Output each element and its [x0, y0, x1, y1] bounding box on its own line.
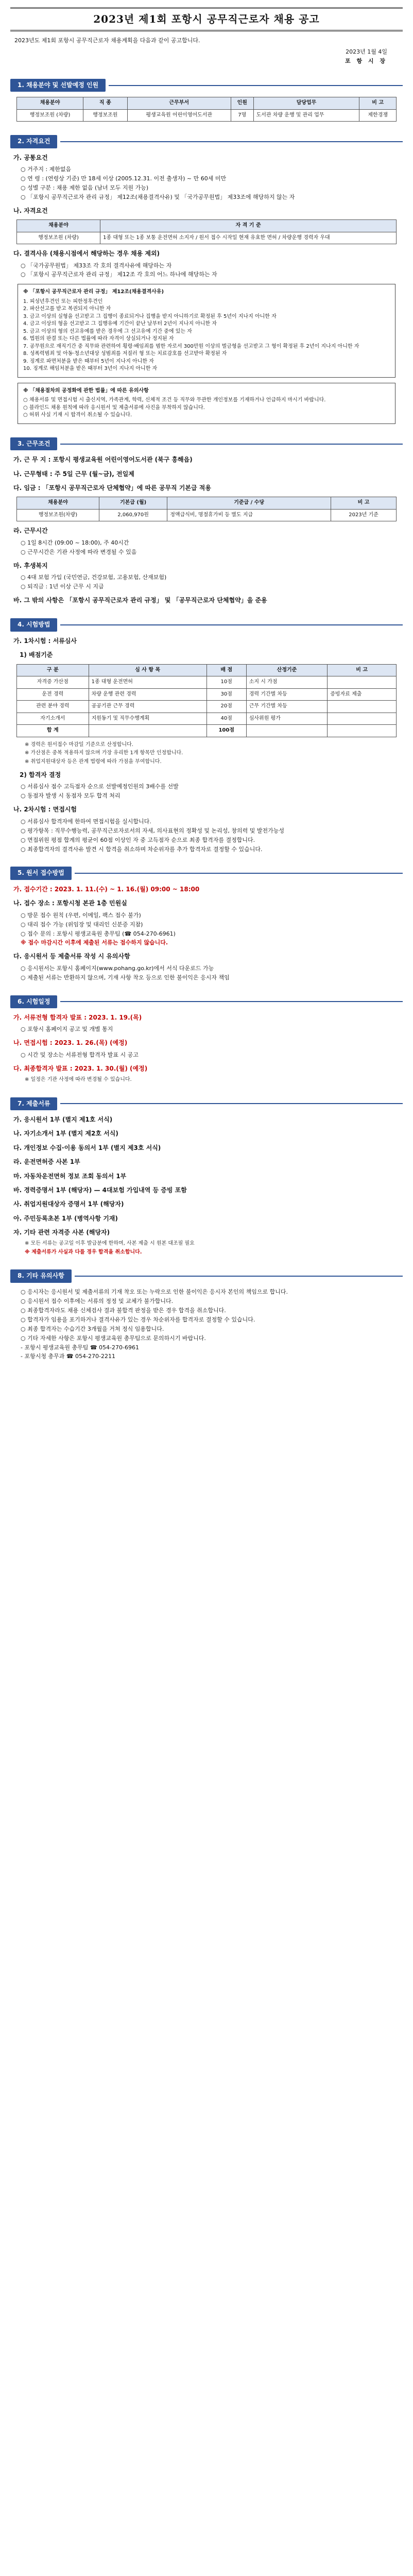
contact-item: - 포항시 평생교육원 총무팀 ☎ 054-270-6961 — [21, 1344, 139, 1351]
table-cell: 합 계 — [17, 725, 89, 737]
table-row — [17, 232, 397, 244]
section-divider — [60, 141, 403, 142]
note: ※ 제출서류가 사실과 다를 경우 합격을 취소합니다. — [25, 1249, 142, 1255]
list-item: 5. 금고 이상의 형의 선고유예를 받은 경우에 그 선고유예 기간 중에 있는 자 — [23, 328, 192, 334]
table-cell: 행정보조원 (차량) — [17, 109, 83, 122]
table-cell: 공공기관 근무 경력 — [89, 701, 206, 713]
table-cell: 정액급식비, 명절휴가비 등 별도 지급 — [167, 509, 331, 521]
table-row — [17, 713, 397, 725]
list-item: 바. 경력증명서 1부 (해당자) — 4대보험 가입내역 등 증빙 포함 — [13, 1186, 187, 1194]
table-header: 채용분야 — [17, 497, 99, 510]
table-header: 심 사 항 목 — [89, 664, 206, 676]
table-header: 채용분야 — [17, 97, 83, 110]
table-header: 자 격 기 준 — [100, 220, 397, 232]
table-cell: 관련 분야 경력 — [17, 701, 89, 713]
subheading: 가. 서류전형 합격자 발표 : 2023. 1. 19.(목) — [13, 1014, 142, 1022]
list-item: 4. 금고 이상의 형을 선고받고 그 집행유예 기간이 끝난 날부터 2년이 지나지 아니한 자 — [23, 321, 217, 327]
section-5-title: 5. 원서 접수방법 — [10, 867, 72, 879]
list-item: 3. 금고 이상의 실형을 선고받고 그 집행이 종료되거나 집행을 받지 아니하기로 확정된 후 5년이 지나지 아니한 자 — [23, 313, 277, 319]
subheading: 가. 접수기간 : 2023. 1. 11.(수) ~ 1. 16.(월) 09:00 ~ 18:00 — [13, 885, 200, 893]
paragraph: ○ 대리 접수 가능 (위임장 및 대리인 신분증 지참) — [21, 921, 143, 928]
table-cell: 2023년 기준 — [331, 509, 397, 521]
paragraph: ○ 응시원서는 포항시 홈페이지(www.pohang.go.kr)에서 서식 다운로드 가능 — [21, 964, 214, 972]
qualification-table — [16, 219, 397, 244]
table-cell — [328, 701, 397, 713]
section-3-title: 3. 근무조건 — [10, 437, 57, 450]
section-divider — [75, 1276, 403, 1277]
list-item: 아. 주민등록초본 1부 (병역사항 기재) — [13, 1214, 118, 1222]
box-title: ※ 「포항시 공무직근로자 관리 규정」 제12조(채용결격사유) — [23, 289, 164, 295]
scoring-table — [16, 664, 397, 737]
list-item: 나. 자기소개서 1부 (별지 제2호 서식) — [13, 1130, 118, 1138]
subheading: 다. 임금 : 「포항시 공무직근로자 단체협약」에 따른 공무직 기본급 적용 — [13, 484, 211, 492]
table-cell: 자격증 가산점 — [17, 676, 89, 689]
paragraph: ○ 1일 8시간 (09:00 ~ 18:00), 주 40시간 — [21, 539, 129, 546]
table-header-row — [17, 220, 397, 232]
table-cell: 100점 — [206, 725, 246, 737]
list-item: 8. 성폭력범죄 및 아동·청소년대상 성범죄를 저질러 형 또는 치료감호를 선고받아 확정된 자 — [23, 351, 227, 357]
section-divider — [109, 85, 403, 86]
list-item: 9. 징계로 파면처분을 받은 때부터 5년이 지나지 아니한 자 — [23, 358, 154, 364]
table-total-row — [17, 725, 397, 737]
paragraph: ○ 서류심사 합격자에 한하여 면접시험을 실시합니다. — [21, 818, 151, 825]
table-header-row — [17, 664, 397, 676]
contact-item: - 포항시청 총무과 ☎ 054-270-2211 — [21, 1353, 115, 1360]
subheading: 나. 접수 장소 : 포항시청 본관 1층 민원실 — [13, 900, 127, 907]
table-cell: 경력 기간별 차등 — [246, 688, 328, 701]
list-item: 가. 응시원서 1부 (별지 제1호 서식) — [13, 1115, 113, 1123]
list-item: 자. 기타 관련 자격증 사본 (해당자) — [13, 1229, 110, 1236]
table-cell: 40점 — [206, 713, 246, 725]
table-cell: 증빙자료 제출 — [328, 688, 397, 701]
table-cell: 20점 — [206, 701, 246, 713]
note: ※ 경력은 원서접수 마감일 기준으로 산정합니다. — [25, 741, 133, 748]
table-cell: 행정보조원 — [83, 109, 127, 122]
table-cell — [89, 725, 206, 737]
table-cell: 행정보조원(차량) — [17, 509, 99, 521]
subheading: 나. 자격요건 — [13, 207, 48, 214]
table-cell: 7명 — [231, 109, 253, 122]
section-5-header — [10, 867, 403, 879]
subheading: 2) 합격자 결정 — [20, 771, 61, 779]
subheading: 다. 응시원서 등 제출서류 작성 시 유의사항 — [13, 953, 130, 960]
paragraph: ○ 근무시간은 기관 사정에 따라 변경될 수 있음 — [21, 548, 137, 555]
paragraph: ○ 퇴직금 : 1년 이상 근무 시 지급 — [21, 583, 104, 590]
list-item: ○ 응시원서 접수 이후에는 서류의 정정 및 교체가 불가합니다. — [21, 1297, 174, 1304]
recruitment-table — [16, 97, 397, 122]
disqualification-box — [18, 284, 395, 378]
table-header: 기준급 / 수당 — [167, 497, 331, 510]
section-8-title: 8. 기타 유의사항 — [10, 1269, 72, 1282]
subheading: 가. 공통요건 — [13, 154, 48, 161]
paragraph: ○ 면접위원 평점 합계의 평균이 60점 이상인 자 중 고득점자 순으로 최종 합격자를 결정합니다. — [21, 836, 255, 843]
subheading: 다. 최종합격자 발표 : 2023. 1. 30.(월) (예정) — [13, 1064, 148, 1072]
list-item: 사. 취업지원대상자 증명서 1부 (해당자) — [13, 1200, 124, 1208]
list-item: 라. 운전면허증 사본 1부 — [13, 1158, 80, 1166]
paragraph: ○ 「국가공무원법」 제33조 각 호의 결격사유에 해당하는 자 — [21, 262, 172, 269]
section-6-header — [10, 995, 403, 1008]
note: ※ 일정은 기관 사정에 따라 변경될 수 있습니다. — [25, 1077, 132, 1083]
table-cell: 차량 운행 관련 경력 — [89, 688, 206, 701]
table-header: 채용분야 — [17, 220, 100, 232]
paragraph: ○ 서류심사 점수 고득점자 순으로 선발예정인원의 3배수를 선발 — [21, 783, 179, 790]
note: ※ 취업지원대상자 등은 관계 법령에 따라 가점을 부여합니다. — [25, 758, 162, 765]
section-7-header — [10, 1097, 403, 1110]
table-row — [17, 109, 397, 122]
paragraph: ○ 접수 문의 : 포항시 평생교육원 총무팀 (☎ 054-270-6961) — [21, 930, 176, 937]
paragraph: ○ 거주지 : 제한없음 — [21, 165, 72, 173]
table-cell: 도서관 차량 운행 및 관리 업무 — [253, 109, 359, 122]
paragraph: ○ 연 령 : (연령상 기준) 만 18세 이상 (2005.12.31. 이전 출생자) ~ 만 60세 미만 — [21, 175, 227, 182]
table-header: 인원 — [231, 97, 253, 110]
list-item: 다. 개인정보 수집·이용 동의서 1부 (별지 제3호 서식) — [13, 1144, 161, 1151]
table-cell — [328, 713, 397, 725]
subheading: 바. 그 밖의 사항은 「포항시 공무직근로자 관리 규정」 및 「공무직근로자 단체협약」을 준용 — [13, 596, 267, 604]
table-header: 비 고 — [331, 497, 397, 510]
announcement-date: 2023년 1월 4일 — [346, 48, 387, 55]
list-item: ○ 최종 합격자는 수습기간 3개월을 거쳐 정식 임용합니다. — [21, 1325, 164, 1332]
table-cell — [328, 725, 397, 737]
section-2-title: 2. 자격요건 — [10, 135, 57, 148]
list-item: ○ 합격자가 임용을 포기하거나 결격사유가 있는 경우 차순위자를 합격자로 결정할 수 있습니다. — [21, 1316, 255, 1323]
note: ※ 모든 서류는 공고일 이후 발급분에 한하며, 사본 제출 시 원본 대조필 필요 — [25, 1241, 195, 1247]
table-header: 근무부서 — [127, 97, 231, 110]
section-divider — [60, 1103, 403, 1104]
table-row — [17, 676, 397, 689]
table-header-row — [17, 97, 397, 110]
table-header-row — [17, 497, 397, 510]
list-item: 1. 피성년후견인 또는 피한정후견인 — [23, 298, 103, 304]
subheading: 나. 면접시험 : 2023. 1. 26.(목) (예정) — [13, 1039, 128, 1047]
section-6-title: 6. 시험일정 — [10, 995, 57, 1008]
list-item: 7. 공무원으로 재직기간 중 직무와 관련하여 횡령·배임죄를 범한 자로서 300만원 이상의 벌금형을 선고받고 그 형이 확정된 후 2년이 지나지 아니한 자 — [23, 343, 359, 349]
paragraph: ○ 최종합격자의 결격사유 발견 시 합격을 취소하며 차순위자를 추가 합격자로 결정할 수 있습니다. — [21, 845, 263, 853]
list-item: 10. 징계로 해임처분을 받은 때부터 3년이 지나지 아니한 자 — [23, 366, 158, 372]
table-header: 직 종 — [83, 97, 127, 110]
table-header: 담당업무 — [253, 97, 359, 110]
list-item: ○ 최종합격자라도 채용 신체검사 결과 불합격 판정을 받은 경우 합격을 취소합니다. — [21, 1307, 226, 1314]
table-cell: 지원동기 및 직무수행계획 — [89, 713, 206, 725]
subheading: 라. 근무시간 — [13, 527, 48, 535]
section-2-header — [10, 135, 403, 148]
paragraph: ○ 시간 및 장소는 서류전형 합격자 발표 시 공고 — [21, 1051, 139, 1058]
section-divider — [60, 1001, 403, 1002]
paragraph: ○ 4대 보험 가입 (국민연금, 건강보험, 고용보험, 산재보험) — [21, 574, 167, 581]
table-cell: 1종 대형 또는 1종 보통 운전면허 소지자 / 원서 접수 시작일 현재 유효한 면허 / 차량운행 경력자 우대 — [100, 232, 397, 244]
section-1-title: 1. 채용분야 및 선발예정 인원 — [10, 79, 106, 92]
paragraph: ○ 「포항시 공무직근로자 관리 규정」 제12조(채용결격사유) 및 「국가공무원법」 제33조에 해당하지 않는 자 — [21, 193, 295, 200]
section-8-header — [10, 1269, 403, 1282]
section-divider — [60, 624, 403, 625]
list-item: ○ 기타 자세한 사항은 포항시 평생교육원 총무팀으로 문의하시기 바랍니다. — [21, 1334, 206, 1342]
table-row — [17, 509, 397, 521]
list-item: ○ 채용서류 및 면접시험 시 출신지역, 가족관계, 학력, 신체적 조건 등 직무와 무관한 개인정보를 기재하거나 언급하지 마시기 바랍니다. — [23, 397, 326, 403]
paragraph: ○ 방문 접수 원칙 (우편, 이메일, 팩스 접수 불가) — [21, 911, 141, 919]
list-item: ○ 블라인드 채용 원칙에 따라 응시원서 및 제출서류에 사진을 부착하지 않습니다. — [23, 404, 205, 411]
table-header: 구 분 — [17, 664, 89, 676]
subheading: 다. 결격사유 (채용시점에서 해당하는 경우 채용 제외) — [13, 250, 160, 258]
table-header: 비 고 — [328, 664, 397, 676]
table-cell: 행정보조원 (차량) — [17, 232, 100, 244]
table-cell: 10점 — [206, 676, 246, 689]
table-cell: 2,060,970원 — [99, 509, 167, 521]
paragraph: ○ 동점자 발생 시 동점자 모두 합격 처리 — [21, 792, 121, 800]
subheading: 가. 근 무 지 : 포항시 평생교육원 어린이영어도서관 (북구 흥해읍) — [13, 456, 193, 464]
table-cell: 심사위원 평가 — [246, 713, 328, 725]
section-1-header — [10, 79, 403, 92]
list-item: 2. 파산선고를 받고 복권되지 아니한 자 — [23, 306, 111, 312]
subheading: 나. 2차시험 : 면접시험 — [13, 806, 77, 814]
section-4-title: 4. 시험방법 — [10, 618, 57, 631]
table-cell: 운전 경력 — [17, 688, 89, 701]
table-header: 배 점 — [206, 664, 246, 676]
paragraph: ○ 「포항시 공무직근로자 관리 규정」 제12조 각 호의 어느 하나에 해당하는 자 — [21, 271, 217, 278]
table-header: 비 고 — [359, 97, 397, 110]
box-title: ※ 「채용절차의 공정화에 관한 법률」에 따른 유의사항 — [23, 387, 149, 394]
section-7-title: 7. 제출서류 — [10, 1097, 57, 1110]
paragraph: ○ 제출된 서류는 반환하지 않으며, 기재 사항 착오 등으로 인한 불이익은 응시자 책임 — [21, 974, 230, 981]
signoff — [10, 48, 387, 65]
table-cell — [328, 676, 397, 689]
section-3-header — [10, 437, 403, 450]
paragraph: ○ 평가항목 : 직무수행능력, 공무직근로자로서의 자세, 의사표현의 정확성 및 논리성, 창의력 및 발전가능성 — [21, 827, 285, 834]
intro-text: 2023년도 제1회 포항시 공무직근로자 채용계획을 다음과 같이 공고합니다. — [14, 37, 200, 44]
list-item: ○ 허위 사실 기재 시 합격이 취소될 수 있습니다. — [23, 412, 132, 418]
table-header: 기본급 (월) — [99, 497, 167, 510]
table-cell: 자기소개서 — [17, 713, 89, 725]
list-item: 6. 법원의 판결 또는 다른 법률에 따라 자격이 상실되거나 정지된 자 — [23, 336, 174, 342]
table-cell: 소지 시 가점 — [246, 676, 328, 689]
table-cell — [246, 725, 328, 737]
title-block — [10, 0, 403, 31]
issuing-org: 포 항 시 장 — [345, 57, 387, 64]
section-divider — [75, 873, 403, 874]
table-cell: 30점 — [206, 688, 246, 701]
subheading: 나. 근무형태 : 주 5일 근무 (월~금), 전일제 — [13, 470, 134, 478]
fair-hiring-box — [18, 383, 395, 424]
table-cell: 근무 기간별 차등 — [246, 701, 328, 713]
note: ※ 가산점은 중복 적용하지 않으며 가장 유리한 1개 항목만 인정합니다. — [25, 750, 183, 756]
subheading: 가. 1차시험 : 서류심사 — [13, 637, 77, 645]
warning-text: ※ 접수 마감시간 이후에 제출된 서류는 접수하지 않습니다. — [21, 939, 168, 946]
table-cell: 제한경쟁 — [359, 109, 397, 122]
table-row — [17, 688, 397, 701]
list-item: 마. 자동차운전면허 정보 조회 동의서 1부 — [13, 1172, 127, 1180]
subheading: 마. 후생복지 — [13, 562, 48, 569]
table-cell: 평생교육원 어린이영어도서관 — [127, 109, 231, 122]
section-divider — [60, 444, 403, 445]
list-item: ○ 응시자는 응시원서 및 제출서류의 기재 착오 또는 누락으로 인한 불이익은 응시자 본인의 책임으로 합니다. — [21, 1288, 288, 1295]
wage-table — [16, 497, 397, 521]
table-cell: 1종 대형 운전면허 — [89, 676, 206, 689]
paragraph: ○ 성별 구분 : 채용 제한 없음 (남녀 모두 지원 가능) — [21, 184, 149, 191]
subheading: 1) 배점기준 — [20, 651, 53, 659]
table-header: 산정기준 — [246, 664, 328, 676]
page-title: 2023년 제1회 포항시 공무직근로자 채용 공고 — [10, 7, 403, 31]
table-row — [17, 701, 397, 713]
section-4-header — [10, 618, 403, 631]
paragraph: ○ 포항시 홈페이지 공고 및 개별 통지 — [21, 1026, 113, 1033]
